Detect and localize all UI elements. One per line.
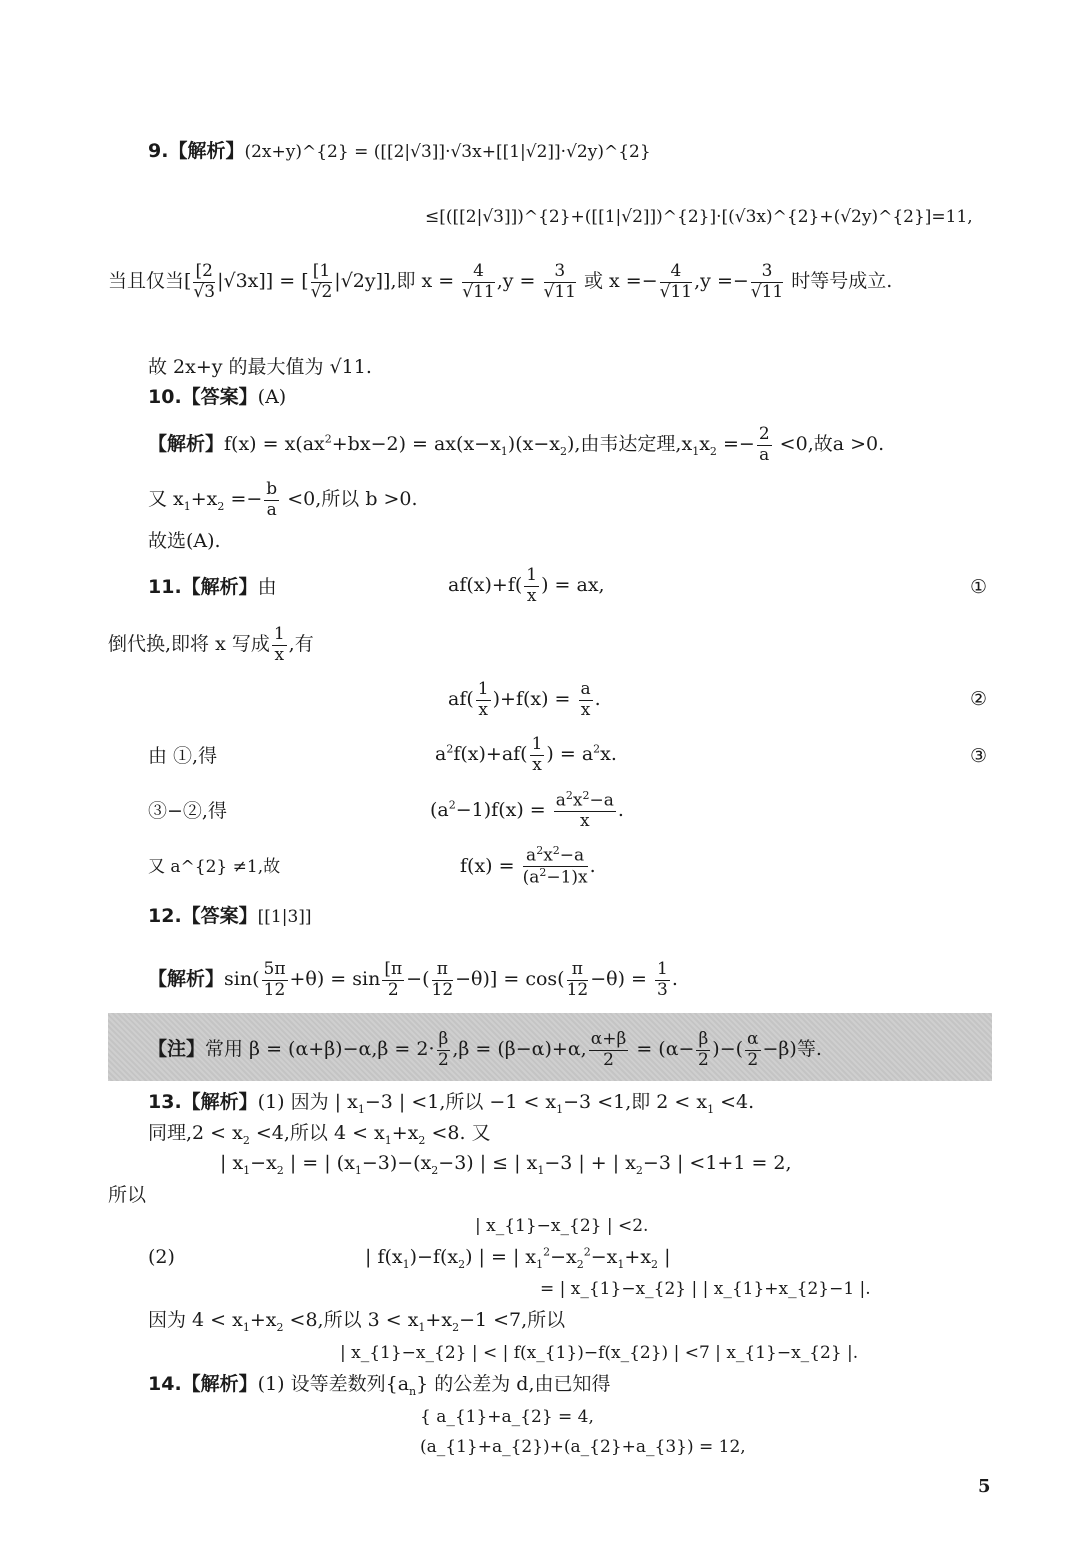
math-text: 由 <box>257 576 277 598</box>
text-line <box>420 1435 746 1458</box>
text-line <box>148 386 286 409</box>
text-line <box>970 688 987 711</box>
text-line <box>148 800 227 823</box>
math-text: 所以 <box>108 1184 147 1206</box>
section-label: 【解析】 <box>148 968 225 991</box>
math-text: { a_{1}+a_{2} = 4, <box>420 1407 594 1427</box>
math-text: ① <box>970 576 988 598</box>
text-line <box>148 960 678 1000</box>
text-line <box>148 1030 822 1070</box>
section-label: 11.【解析】 <box>148 576 258 598</box>
math-text: | x_{1}−x_{2} | < | f(x_{1})−f(x_{2}) | <7 | x_{1}−x_{2} |. <box>340 1343 859 1363</box>
math-text: $f(x) = x(ax^2+bx-2) = ax(x-x_1)(x-x_2)$,由韦达定理$,x_1x_2$ =− $\frac{2}{a}$ <0,故a >0. <box>224 424 885 465</box>
text-line <box>220 1152 792 1177</box>
text-line <box>970 745 987 768</box>
math-text: (a_{1}+a_{2})+(a_{2}+a_{3}) = 12, <box>420 1437 746 1457</box>
math-text: $(a^2-1)f(x)$ = $\frac{a^2x^2-a}{x}$ . <box>430 789 624 832</box>
math-text: 由 ①,得 <box>148 745 218 767</box>
text-line <box>148 905 312 928</box>
text-line <box>148 140 651 163</box>
text-line <box>148 1091 754 1116</box>
text-line <box>148 356 372 379</box>
math-text: | x_{1}−x_{2} | <2. <box>475 1216 649 1236</box>
math-text: ③ <box>970 745 988 767</box>
math-text: af(x)+f( $\frac{1}{x}$ ) = ax, <box>448 565 605 606</box>
math-text: 又 a^{2} ≠1,故 <box>148 857 281 877</box>
math-text: 故 2x+y 的最大值为 √11. <box>148 356 372 378</box>
text-line <box>425 205 973 228</box>
text-line <box>148 425 884 465</box>
math-text: 故选(A). <box>148 530 221 552</box>
section-label: 10.【答案】 <box>148 386 258 408</box>
math-text: $a^2f(x)+af$( $\frac{1}{x}$ ) = $a^2x$. <box>435 734 617 775</box>
text-line <box>448 680 601 720</box>
math-text: f(x) = $\frac{a^2x^2-a}{(a^2-1)x}$ . <box>460 844 596 888</box>
text-line <box>148 480 418 520</box>
text-line <box>340 1341 858 1364</box>
math-text: [[1|3]] <box>257 907 312 927</box>
text-line <box>420 1405 594 1428</box>
math-text: af( $\frac{1}{x}$ )+f(x) = $\frac{a}{x}$ . <box>448 679 601 720</box>
math-text: (2x+y)^{2} = ([[2|√3]]·√3x+[[1|√2]]·√2y)^{2} <box>244 142 651 162</box>
math-text: 同理$,2 < x_2 <4$,所以 $4 < x_1+x_2 <8$. 又 <box>148 1122 491 1147</box>
math-text: 常用 β = (α+β)−α,β = 2· $\frac{\beta}{2}$ ,β = (β−α)+α, $\frac{\alpha+\beta}{2}$ = (α− $\frac{\beta}{2}$ )−( $\frac{\alpha}{2}$ −β)等. <box>205 1029 822 1070</box>
math-text: ③−②,得 <box>148 800 227 822</box>
text-line <box>148 855 280 878</box>
math-text: | $f(x_1)-f(x_2)$ | = | $x_1^2-x_2^2-x_1+x_2$ | <box>365 1246 671 1272</box>
section-label: 14.【解析】 <box>148 1373 258 1395</box>
math-text: ≤[([[2|√3]])^{2}+([[1|√2]])^{2}]·[(√3x)^{2}+(√2y)^{2}]=11, <box>425 207 973 227</box>
text-line <box>365 1246 671 1271</box>
text-line <box>148 1122 491 1147</box>
text-line <box>108 1184 146 1207</box>
math-text: (A) <box>257 386 287 408</box>
text-line <box>540 1277 871 1300</box>
section-label: 【解析】 <box>148 433 225 456</box>
section-label: 【注】 <box>148 1038 206 1061</box>
text-line <box>148 745 217 768</box>
math-text: (2) <box>148 1246 175 1268</box>
text-line <box>148 1309 565 1334</box>
text-line <box>435 735 617 775</box>
text-line <box>970 576 987 599</box>
text-line <box>148 576 277 599</box>
section-label: 9.【解析】 <box>148 140 245 162</box>
text-line <box>430 790 624 832</box>
section-label: 12.【答案】 <box>148 905 258 927</box>
section-label: 13.【解析】 <box>148 1091 258 1113</box>
text-line <box>148 530 221 553</box>
text-line <box>148 1246 175 1269</box>
math-text: 因为 $4 < x_1+x_2 <8$,所以 $3 < x_1+x_2-1 <7$,所以 <box>148 1309 566 1334</box>
math-text: sin( $\frac{5\pi}{12}$ +θ) = sin $\frac{[\pi}{2}$ −( $\frac{\pi}{12}$ −θ)] = cos( $\frac{\pi}{12}$ −θ) = $\frac{1}{3}$ . <box>224 959 678 1000</box>
math-text: | $x_1-x_2$ | = | $(x_1-3)-(x_2-3)$ | ≤ | $x_1-3$ | + | $x_2-3$ | <1+1 = 2, <box>220 1152 792 1177</box>
math-text: ② <box>970 688 988 710</box>
text-line <box>148 1373 611 1398</box>
text-line <box>448 566 605 606</box>
page-number: 5 <box>978 1476 991 1497</box>
math-text: = | x_{1}−x_{2} | | x_{1}+x_{2}−1 |. <box>540 1279 871 1299</box>
text-line <box>108 262 892 302</box>
math-text: (1) 设等差数列$\{a_n\}$ 的公差为 d,由已知得 <box>257 1373 611 1398</box>
math-text: 当且仅当[ $\frac{[2}{√3}$ |√3x]] = [ $\frac{[1}{√2}$ |√2y]],即 x = $\frac{4}{√11}$ ,y = $\frac{3}{√11}$ 或 x =− $\frac{4}{√11}$ ,y =− $\frac{3}{√11}$ 时等号成立. <box>108 261 893 302</box>
text-line <box>460 845 596 888</box>
math-text: 又 $x_1+x_2$ =− $\frac{b}{a}$ <0,所以 b >0. <box>148 479 418 520</box>
math-text: 倒代换,即将 x 写成 $\frac{1}{x}$ ,有 <box>108 624 314 665</box>
text-line <box>475 1214 648 1237</box>
math-text: (1) 因为 | $x_1-3$ | <1,所以 $-1 < x_1-3 <1$,即 $2 < x_1 <4$. <box>257 1091 755 1116</box>
text-line <box>108 625 314 665</box>
